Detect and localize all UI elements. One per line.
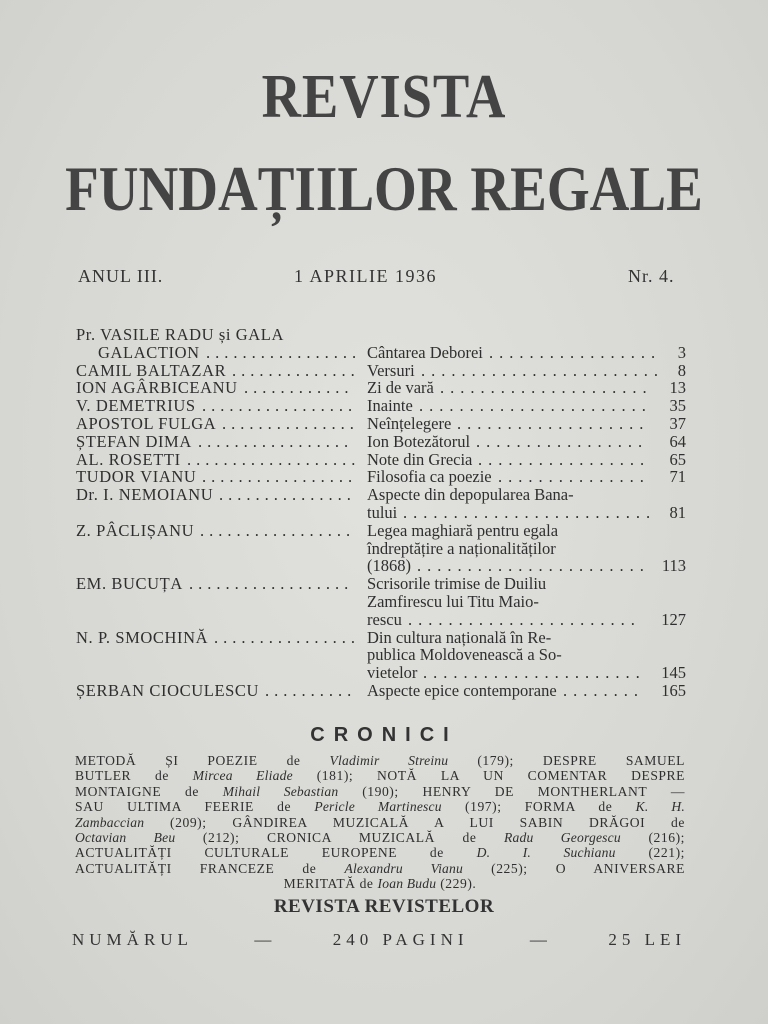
toc-leader-dots: ................. bbox=[206, 342, 362, 362]
toc-page-number: 81 bbox=[669, 502, 686, 522]
cronici-author: D. I. Suchianu bbox=[476, 845, 616, 861]
toc-leader-dots: .......... bbox=[265, 680, 357, 700]
toc-author: Dr. I. NEMOIANU bbox=[76, 485, 214, 505]
cronici-line bbox=[75, 799, 685, 814]
toc-title: Ion Botezătorul bbox=[367, 431, 471, 451]
toc-title: rescu bbox=[367, 609, 402, 629]
table-of-contents bbox=[76, 326, 686, 700]
toc-row bbox=[76, 362, 686, 380]
cronici-author: Vladimir Streinu bbox=[329, 753, 449, 768]
toc-row bbox=[76, 415, 686, 433]
footer-numarul: NUMĂRUL bbox=[72, 930, 193, 949]
toc-row bbox=[76, 379, 686, 397]
cronici-author: Ioan Budu bbox=[377, 876, 437, 892]
toc-row bbox=[76, 504, 686, 522]
toc-title: Legea maghiară pentru egala bbox=[367, 520, 559, 540]
toc-leader-dots: ......................... bbox=[403, 502, 657, 522]
toc-author: ȘERBAN CIOCULESCU bbox=[76, 680, 260, 700]
cronici-line bbox=[75, 753, 685, 768]
toc-title: Scrisorile trimise de Duiliu bbox=[367, 574, 547, 594]
cronici-author: Zambaccian bbox=[75, 814, 145, 830]
toc-title: (1868) bbox=[367, 556, 411, 576]
toc-title: Aspecte epice contemporane bbox=[367, 680, 557, 700]
toc-leader-dots: ................. bbox=[200, 520, 356, 540]
issue-year: ANUL III. bbox=[78, 266, 164, 286]
toc-leader-dots: ................. bbox=[198, 431, 354, 451]
toc-leader-dots: ........................ bbox=[421, 360, 664, 380]
footer-dash: — bbox=[529, 930, 547, 949]
toc-leader-dots: ....................... bbox=[419, 396, 652, 416]
toc-title: Filosofia ca poezie bbox=[367, 467, 492, 487]
toc-leader-dots: ................. bbox=[202, 467, 358, 487]
footer-dash: — bbox=[254, 930, 272, 949]
cronici-text: (212); CRONICA MUZICALĂ de bbox=[175, 829, 505, 845]
toc-row bbox=[76, 433, 686, 451]
cronici-author: Mircea Eliade bbox=[192, 768, 293, 784]
cronici-author: Octavian Beu bbox=[75, 829, 176, 845]
toc-row bbox=[76, 486, 686, 504]
cronici-text: MONTAIGNE de bbox=[75, 783, 223, 799]
revista-revistelor-heading: REVISTA REVISTELOR bbox=[273, 896, 495, 917]
toc-author: N. P. SMOCHINĂ bbox=[76, 627, 209, 647]
toc-leader-dots: ....................... bbox=[408, 609, 641, 629]
cronici-text: (221); bbox=[615, 845, 685, 861]
cronici-text: (225); O ANIVERSARE bbox=[463, 860, 685, 876]
cronici-text: SAU ULTIMA FEERIE de bbox=[75, 799, 315, 815]
cronici-line bbox=[75, 845, 685, 860]
toc-page-number: 165 bbox=[661, 680, 686, 700]
toc-page-number: 64 bbox=[669, 431, 686, 451]
toc-leader-dots: ..................... bbox=[440, 378, 653, 398]
masthead-subtitle: FUNDAȚIILOR REGALE bbox=[65, 153, 703, 224]
toc-row bbox=[76, 646, 686, 664]
toc-author: AL. ROSETTI bbox=[76, 449, 181, 469]
toc-page-number: 37 bbox=[669, 413, 686, 433]
toc-leader-dots: ...................... bbox=[423, 663, 646, 683]
toc-leader-dots: ............... bbox=[498, 467, 650, 487]
toc-leader-dots: ................. bbox=[202, 396, 358, 416]
cronici-text: MERITATĂ de bbox=[283, 876, 378, 892]
toc-author: APOSTOL FULGA bbox=[76, 413, 217, 433]
toc-row bbox=[76, 468, 686, 486]
toc-title: publica Moldovenească a So- bbox=[367, 645, 562, 665]
cronici-author: Alexandru Vianu bbox=[344, 860, 464, 876]
toc-author: V. DEMETRIUS bbox=[76, 396, 196, 416]
toc-row bbox=[76, 611, 686, 629]
cronici-text: (197); FORMA de bbox=[441, 799, 636, 815]
toc-row bbox=[76, 682, 686, 700]
toc-leader-dots: .................. bbox=[189, 574, 354, 594]
toc-page-number: 113 bbox=[661, 556, 686, 576]
toc-author: Z. PÂCLIȘANU bbox=[76, 520, 195, 540]
footer-pages: 240 PAGINI bbox=[332, 930, 469, 949]
toc-title: îndreptățire a naționalităților bbox=[367, 538, 556, 558]
toc-row bbox=[76, 629, 686, 647]
toc-title: Din cultura națională în Re- bbox=[367, 627, 552, 647]
cronici-text: ACTUALITĂȚI FRANCEZE de bbox=[75, 860, 345, 876]
toc-page-number: 71 bbox=[669, 467, 686, 487]
cronici-text: ACTUALITĂȚI CULTURALE EUROPENE de bbox=[75, 845, 477, 861]
toc-leader-dots: ................... bbox=[457, 413, 650, 433]
issue-date: 1 APRILIE 1936 bbox=[294, 266, 438, 286]
toc-title: Neînțelegere bbox=[367, 413, 452, 433]
toc-row bbox=[76, 575, 686, 593]
cronici-text: (216); bbox=[620, 829, 685, 845]
cronici-text: (181); NOTĂ LA UN COMENTAR DESPRE bbox=[292, 768, 686, 784]
issue-number: Nr. 4. bbox=[628, 266, 675, 286]
toc-title: Zamfirescu lui Titu Maio- bbox=[367, 591, 539, 611]
toc-page-number: 127 bbox=[661, 609, 686, 629]
cronici-text: METODĂ ȘI POEZIE de bbox=[75, 753, 330, 768]
toc-title: Zi de vară bbox=[367, 378, 434, 398]
toc-row bbox=[76, 397, 686, 415]
toc-leader-dots: ................... bbox=[187, 449, 361, 469]
toc-leader-dots: ........ bbox=[563, 680, 644, 700]
toc-author: CAMIL BALTAZAR bbox=[76, 360, 227, 380]
toc-page-number: 3 bbox=[677, 342, 686, 362]
footer-price: 25 LEI bbox=[608, 930, 686, 949]
toc-leader-dots: ................. bbox=[478, 449, 651, 469]
toc-row bbox=[76, 451, 686, 469]
cronici-author: Mihail Sebastian bbox=[222, 783, 339, 799]
toc-title: Versuri bbox=[367, 360, 415, 380]
cronici-text: (190); HENRY DE MONTHERLANT — bbox=[338, 783, 685, 799]
toc-leader-dots: ....................... bbox=[417, 556, 650, 576]
toc-page-number: 145 bbox=[661, 663, 686, 683]
toc-title: Note din Grecia bbox=[367, 449, 473, 469]
cronici-line bbox=[75, 861, 685, 876]
toc-title: Aspecte din depopularea Bana- bbox=[367, 485, 574, 505]
toc-author: ȘTEFAN DIMA bbox=[76, 431, 192, 451]
toc-row bbox=[76, 326, 686, 344]
cronici-author: Radu Georgescu bbox=[504, 829, 621, 845]
toc-row bbox=[76, 557, 686, 575]
cronici-line bbox=[75, 784, 685, 799]
toc-row bbox=[76, 593, 686, 611]
cronici-line bbox=[75, 768, 685, 783]
toc-author: GALACTION bbox=[98, 342, 200, 362]
toc-title: Inainte bbox=[367, 396, 413, 416]
toc-page-number: 35 bbox=[669, 396, 686, 416]
toc-author: ION AGÂRBICEANU bbox=[76, 378, 238, 398]
cronici-line bbox=[75, 830, 685, 845]
toc-page-number: 65 bbox=[669, 449, 686, 469]
cronici-line bbox=[75, 815, 685, 830]
toc-row bbox=[76, 522, 686, 540]
masthead-title: REVISTA bbox=[261, 63, 507, 131]
cronici-text: (209); GÂNDIREA MUZICALĂ A LUI SABIN DRĂGOI de bbox=[144, 814, 685, 830]
toc-page-number: 13 bbox=[669, 378, 686, 398]
toc-title: tului bbox=[367, 502, 398, 522]
toc-leader-dots: ................ bbox=[214, 627, 360, 647]
toc-leader-dots: .............. bbox=[232, 360, 360, 380]
cronici-list bbox=[75, 753, 685, 892]
toc-title: Cântarea Deborei bbox=[367, 342, 483, 362]
toc-leader-dots: ............... bbox=[222, 413, 359, 433]
cronici-text: (229). bbox=[436, 876, 477, 892]
toc-leader-dots: ............... bbox=[219, 485, 356, 505]
cronici-line bbox=[75, 876, 685, 891]
toc-leader-dots: ................. bbox=[489, 342, 662, 362]
toc-page-number: 8 bbox=[677, 360, 686, 380]
toc-author: TUDOR VIANU bbox=[76, 467, 197, 487]
cronici-author: K. H. bbox=[635, 799, 685, 815]
cronici-author: Pericle Martinescu bbox=[314, 799, 442, 815]
cronici-text: BUTLER de bbox=[75, 768, 193, 784]
toc-leader-dots: ................. bbox=[476, 431, 649, 451]
toc-leader-dots: ............ bbox=[244, 378, 354, 398]
toc-title: vietelor bbox=[367, 663, 418, 683]
toc-author: EM. BUCUȚA bbox=[76, 574, 183, 594]
cronici-heading: CRONICI bbox=[310, 724, 458, 746]
toc-author: Pr. VASILE RADU și GALA bbox=[76, 325, 285, 344]
toc-row bbox=[76, 540, 686, 558]
toc-row bbox=[76, 344, 686, 362]
cronici-text: (179); DESPRE SAMUEL bbox=[448, 753, 686, 768]
toc-row bbox=[76, 664, 686, 682]
footer-line bbox=[72, 930, 686, 950]
